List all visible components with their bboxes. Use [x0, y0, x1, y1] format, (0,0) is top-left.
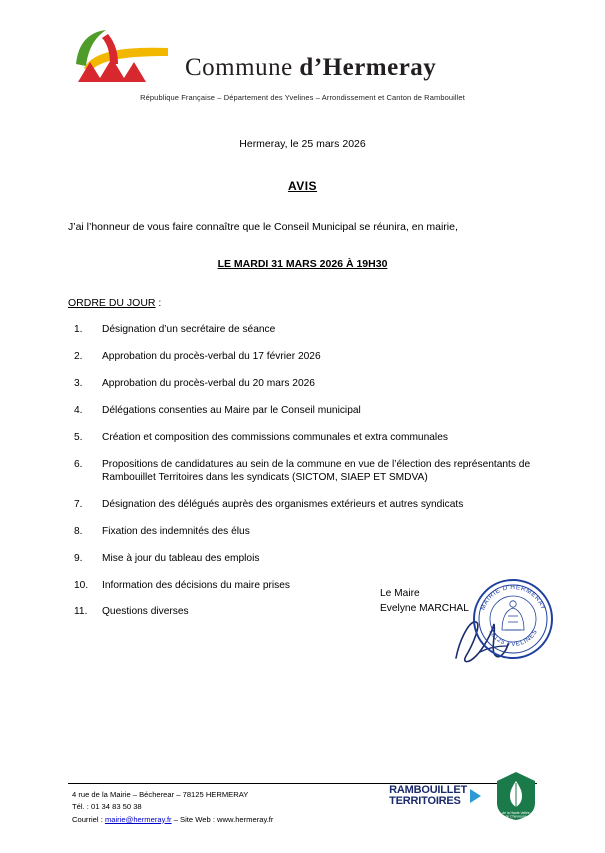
footer-email-link[interactable]: mairie@hermeray.fr: [104, 814, 172, 824]
logo-commune-text: Commune: [185, 54, 293, 81]
list-item: [68, 498, 537, 511]
meeting-datetime: LE MARDI 31 MARS 2026 À 19H30: [217, 258, 388, 270]
logo-hermeray-text: d’Hermeray: [299, 54, 437, 81]
list-item: [68, 377, 537, 390]
list-item-label: Désignation d’un secrétaire de séance: [102, 324, 276, 335]
header-subtitle: République Française – Département des Yvelines – Arrondissement et Canton de Rambouillet: [140, 93, 465, 102]
date-line: Hermeray, le 25 mars 2026: [239, 138, 366, 150]
parc-naturel-regional-logo-icon: [495, 771, 537, 821]
page-title: AVIS: [287, 179, 318, 193]
list-item-number: 2.: [74, 350, 83, 362]
commune-logo-icon: [72, 28, 177, 84]
list-item-label: Mise à jour du tableau des emplois: [102, 552, 260, 564]
agenda-heading-suffix: :: [155, 297, 162, 309]
list-item-number: 11.: [74, 606, 88, 618]
list-item: [68, 458, 537, 485]
list-item-label: Désignation des délégués auprès des organismes extérieurs et autres syndicats: [102, 498, 464, 510]
list-item-label: Fixation des indemnités des élus: [102, 525, 250, 537]
signature-name: Evelyne MARCHAL: [380, 602, 469, 614]
document-header: [0, 28, 605, 102]
footer-email-label: Courriel :: [72, 814, 103, 824]
agenda-heading: [68, 297, 537, 309]
rt-logo-arrow-icon: [470, 789, 481, 803]
list-item: [68, 525, 537, 538]
rt-logo-line2: TERRITOIRES: [389, 795, 461, 807]
list-item-number: 6.: [74, 458, 83, 470]
list-item-number: 7.: [74, 498, 83, 510]
list-item-number: 4.: [74, 404, 83, 416]
agenda-list: [68, 323, 537, 619]
document-body: [68, 130, 537, 632]
list-item: [68, 431, 537, 444]
svg-text:de Chevreuse: de Chevreuse: [505, 814, 527, 819]
signature-role: Le Maire: [380, 588, 420, 599]
list-item-label: Questions diverses: [102, 606, 189, 618]
list-item-number: 8.: [74, 525, 83, 537]
list-item: [68, 404, 537, 417]
list-item-label: Propositions de candidatures au sein de la commune en vue de l’élection des représentants de Rambouillet Territoires dans les syndicats (SICTOM, SIAEP ET SMDVA): [102, 458, 531, 484]
footer-logos: [389, 771, 537, 821]
intro-paragraph: J’ai l’honneur de vous faire connaître que le Conseil Municipal se réunira, en mairie,: [68, 221, 458, 233]
list-item-number: 9.: [74, 552, 83, 564]
list-item: [68, 552, 537, 565]
footer-phone: Tél. : 01 34 83 50 38: [72, 802, 142, 812]
list-item-number: 3.: [74, 377, 83, 389]
list-item: [68, 323, 537, 336]
logo-wordmark: [185, 54, 436, 82]
document-footer: [0, 783, 605, 839]
list-item-number: 1.: [74, 324, 83, 335]
official-stamp-icon: [472, 578, 554, 660]
list-item-label: Approbation du procès-verbal du 17 février 2026: [102, 350, 321, 362]
list-item-label: Information des décisions du maire prises: [102, 579, 290, 591]
rt-logo-line1: RAMBOUILLET: [389, 784, 467, 796]
footer-email-line: [72, 814, 273, 826]
rambouillet-territoires-logo-icon: [389, 785, 481, 807]
footer-website: www.hermeray.fr: [217, 814, 274, 824]
agenda-heading-text: ORDRE DU JOUR: [68, 297, 156, 309]
list-item-number: 5.: [74, 431, 83, 443]
list-item-label: Création et composition des commissions communales et extra communales: [102, 431, 448, 443]
list-item: [68, 350, 537, 363]
svg-text:78125 YVELINES: 78125 YVELINES: [486, 628, 540, 649]
footer-separator: – Site Web :: [171, 814, 218, 824]
svg-text:MAIRIE D’HERMERAY: MAIRIE D’HERMERAY: [479, 583, 547, 612]
svg-text:de la Haute Vallée: de la Haute Vallée: [502, 811, 530, 815]
list-item-label: Approbation du procès-verbal du 20 mars 2026: [102, 377, 315, 389]
logo-row: [0, 28, 605, 84]
list-item-number: 10.: [74, 579, 89, 591]
list-item-label: Délégations consenties au Maire par le Conseil municipal: [102, 404, 361, 416]
footer-address: 4 rue de la Mairie – Bécherear – 78125 HERMERAY: [72, 790, 249, 799]
footer-contact: [72, 789, 273, 826]
